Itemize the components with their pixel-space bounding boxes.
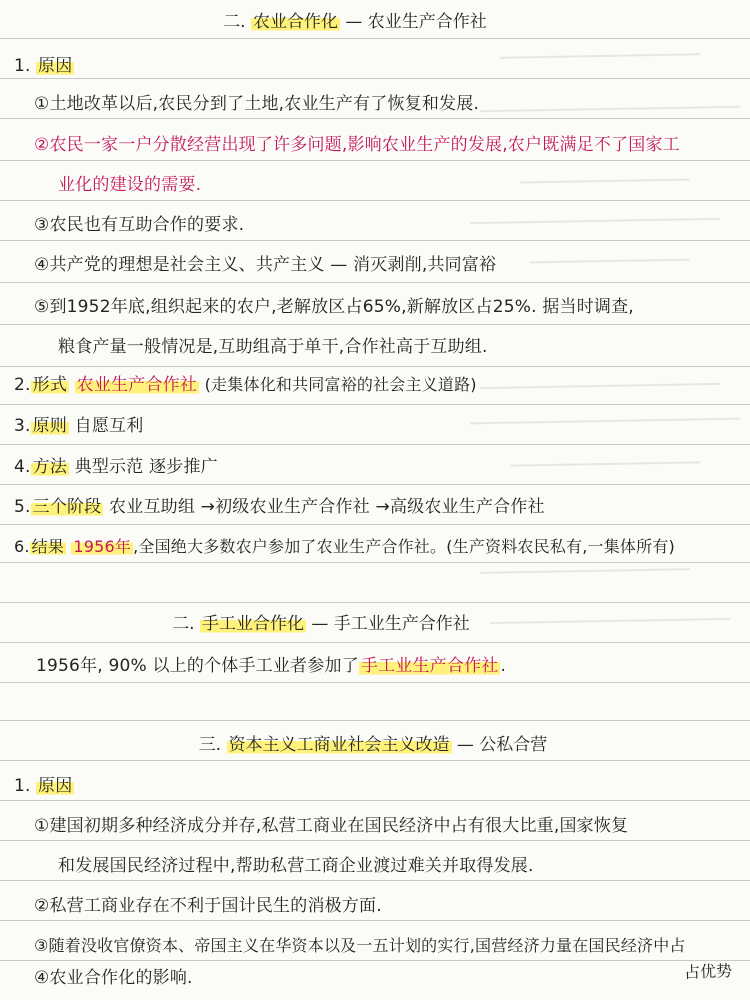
ruled-line (0, 444, 750, 445)
handicraft-text-after: . (500, 656, 507, 676)
ruled-line (0, 760, 750, 761)
agri-reason-5a: ⑤到1952年底,组织起来的农户,老解放区占65%,新解放区占25%. 据当时调查, (34, 297, 634, 317)
agri-reason-1: ①土地改革以后,农民分到了土地,农业生产有了恢复和发展. (34, 94, 480, 114)
agri-principle-label: 原则 (32, 416, 68, 436)
capitalist-reason-label (14, 774, 74, 798)
agri-result-label: 结果 (31, 537, 65, 556)
ruled-line (0, 562, 750, 563)
agri-reason-2b: 业化的建设的需要. (58, 175, 202, 195)
agri-method-label: 方法 (32, 457, 68, 477)
ruled-line (0, 484, 750, 485)
handicraft-heading (0, 612, 696, 636)
agri-heading-prefix: 二. (223, 12, 246, 32)
ruled-line (0, 642, 750, 643)
agri-stages-line (14, 495, 545, 519)
ruled-line (0, 960, 750, 961)
agri-reason-2a: ②农民一家一户分散经营出现了许多问题,影响农业生产的发展,农户既满足不了国家工 (34, 135, 680, 155)
handicraft-heading-suffix: — 手工业生产合作社 (311, 614, 470, 634)
agri-reason-label (14, 54, 74, 78)
ruled-line (0, 404, 750, 405)
capitalist-heading-suffix: — 公私合营 (456, 735, 548, 755)
ruled-line (0, 282, 750, 283)
handicraft-text (36, 654, 506, 678)
ruled-line (0, 200, 750, 201)
agri-form-num: 2. (14, 375, 31, 395)
capitalist-reason-label-text: 原因 (38, 776, 73, 796)
ruled-line (0, 524, 750, 525)
capitalist-reason-3: ③随着没收官僚资本、帝国主义在华资本以及一五计划的实行,国营经济力量在国民经济中占 (34, 936, 686, 955)
agri-form-value: 农业生产合作社 (76, 375, 198, 395)
agri-stages-value: 农业互助组 →初级农业生产合作社 →高级农业生产合作社 (109, 497, 545, 517)
agri-stages-label: 三个阶段 (32, 497, 102, 517)
agri-reason-3: ③农民也有互助合作的要求. (34, 215, 245, 235)
agri-method-value: 典型示范 逐步推广 (74, 457, 218, 477)
ruled-line (0, 880, 750, 881)
agri-stages-num: 5. (14, 497, 31, 517)
credit-text: 占优势 (683, 961, 733, 982)
handicraft-heading-highlight: 手工业合作化 (202, 614, 304, 634)
ruled-line (0, 682, 750, 683)
agri-principle-value: 自愿互利 (74, 416, 144, 436)
agri-heading-suffix: — 农业生产合作社 (345, 12, 487, 32)
agri-form-note: (走集体化和共同富裕的社会主义道路) (204, 375, 477, 394)
capitalist-reason-1a: ①建国初期多种经济成分并存,私营工商业在国民经济中占有很大比重,国家恢复 (34, 816, 629, 836)
agri-heading-highlight: 农业合作化 (253, 12, 338, 32)
agri-result-year: 1956年 (73, 537, 132, 556)
agri-reason-4: ④共产党的理想是社会主义、共产主义 — 消灭剥削,共同富裕 (34, 255, 497, 275)
handicraft-text-red: 手工业生产合作社 (360, 656, 499, 676)
handicraft-heading-prefix: 二. (172, 614, 195, 634)
agri-reason-5b: 粮食产量一般情况是,互助组高于单干,合作社高于互助组. (58, 337, 488, 357)
capitalist-heading (0, 733, 748, 757)
ruled-line (0, 324, 750, 325)
agri-result-line (14, 535, 675, 559)
capitalist-reason-1b: 和发展国民经济过程中,帮助私营工商企业渡过难关并取得发展. (58, 856, 534, 876)
agri-method-line (14, 455, 218, 479)
ruled-line (0, 118, 750, 119)
agri-heading (0, 10, 730, 34)
ruled-line (0, 38, 750, 39)
ruled-line (0, 920, 750, 921)
agri-result-num: 6. (14, 537, 30, 556)
ruled-line (0, 240, 750, 241)
agri-reason-num: 1. (14, 56, 31, 76)
ruled-line (0, 720, 750, 721)
capitalist-reason-4: ④农业合作化的影响. (34, 968, 193, 988)
capitalist-reason-2: ②私营工商业存在不利于国计民生的消极方面. (34, 896, 382, 916)
handicraft-text-before: 1956年, 90% 以上的个体手工业者参加了 (36, 656, 359, 676)
agri-form-label: 形式 (32, 375, 68, 395)
agri-reason-label-text: 原因 (38, 56, 73, 76)
ruled-line (0, 78, 750, 79)
ruled-line (0, 602, 750, 603)
ruled-line (0, 840, 750, 841)
capitalist-reason-num: 1. (14, 776, 31, 796)
capitalist-heading-highlight: 资本主义工商业社会主义改造 (228, 735, 450, 755)
agri-form-line (14, 373, 477, 397)
ruled-line (0, 800, 750, 801)
agri-result-value: ,全国绝大多数农户参加了农业生产合作社。(生产资料农民私有,一集体所有) (133, 537, 675, 556)
agri-principle-num: 3. (14, 416, 31, 436)
capitalist-heading-prefix: 三. (198, 735, 222, 755)
agri-method-num: 4. (14, 457, 31, 477)
agri-principle-line (14, 414, 143, 438)
ruled-line (0, 366, 750, 367)
ruled-line (0, 160, 750, 161)
